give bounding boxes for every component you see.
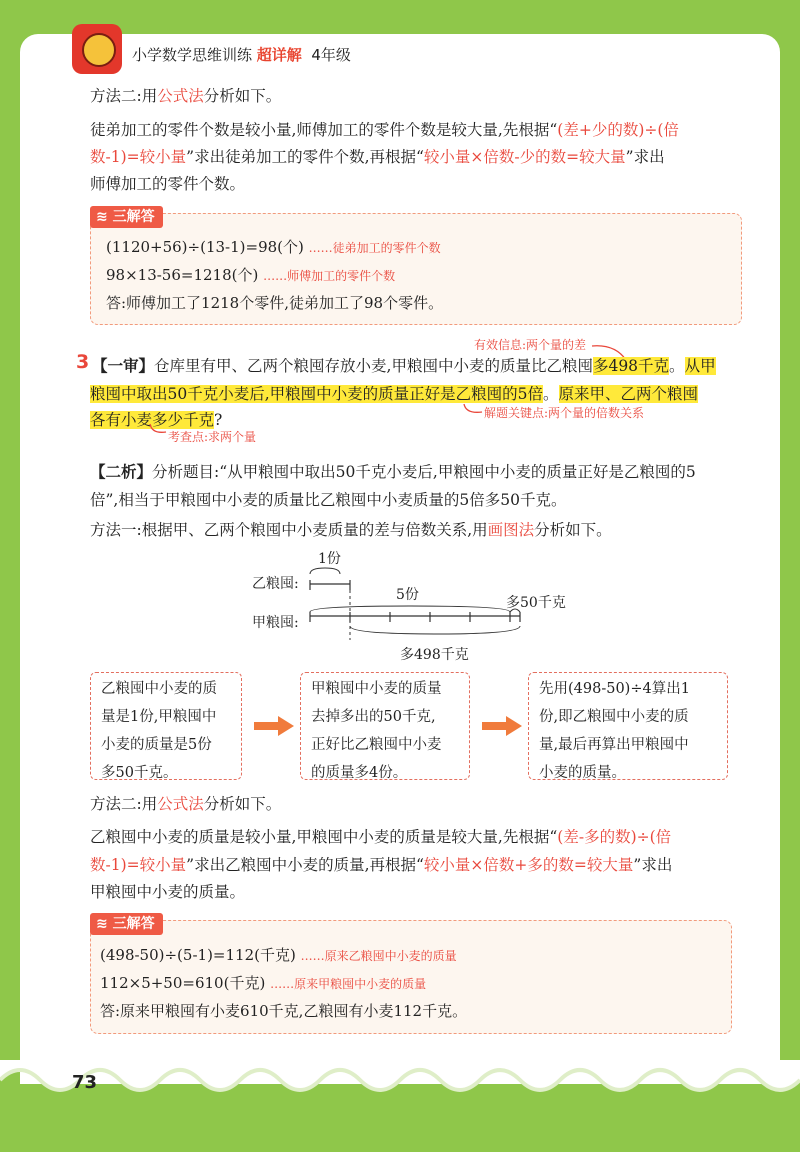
highlight-text: 原来甲、乙两个粮囤 [558, 385, 699, 403]
flow-step-2 [300, 672, 470, 780]
text: 。 [669, 357, 685, 375]
more-50-label: 多50千克 [506, 595, 566, 611]
five-parts-label: 5份 [396, 587, 419, 603]
paragraph-line [90, 116, 679, 144]
equation: (1120+56)÷(13-1)=98(个) [106, 238, 304, 256]
text: 方法二:用 [90, 795, 158, 813]
paragraph-line [90, 823, 671, 851]
answer-line [106, 264, 395, 285]
series-name: 小学数学思维训练 [132, 46, 253, 64]
one-part-label: 1份 [318, 551, 341, 567]
answer-conclusion: 答:师傅加工了1218个零件,徒弟加工了98个零件。 [106, 294, 444, 312]
problem-line [92, 352, 716, 380]
equation-note: ……原来乙粮囤中小麦的质量 [300, 949, 457, 963]
flow-step-1 [90, 672, 242, 780]
annotation-key-info: 有效信息:两个量的差 [474, 338, 587, 352]
annotation-focus: 考查点:求两个量 [168, 430, 257, 444]
equation-note: ……原来甲粮囤中小麦的质量 [270, 977, 427, 991]
formula: 较小量×倍数+多的数=较大量 [423, 856, 634, 874]
text: 的质量多4份。 [311, 765, 408, 781]
highlight-text: 多498千克 [592, 357, 670, 375]
answer-line [100, 972, 426, 993]
text: 分析如下。 [203, 87, 282, 105]
text: 份,即乙粮囤中小麦的质 [539, 709, 689, 725]
text: ”求出 [625, 148, 665, 166]
text: 仓库里有甲、乙两个粮囤存放小麦,甲粮囤中小麦的质量比乙粮囤 [154, 357, 593, 375]
header-title [132, 44, 351, 65]
text: 量是1份,甲粮囤中 [101, 709, 217, 725]
highlight-text: 粮囤中取出50千克小麦后,甲粮囤中小麦的质量正好是乙粮囤的5倍 [90, 385, 544, 403]
text: 乙粮囤中小麦的质 [101, 681, 217, 697]
paragraph-line [90, 851, 672, 879]
method-keyword: 公式法 [157, 87, 204, 105]
equation-note: ……师傅加工的零件个数 [263, 269, 396, 283]
formula: (差+少的数)÷(倍 [557, 121, 679, 139]
method-keyword: 画图法 [487, 521, 535, 539]
formula: 数-1)=较小量 [90, 856, 187, 874]
yi-label: 乙粮囤: [252, 576, 299, 592]
text: 分析题目:“从甲粮囤中取出50千克小麦后,甲粮囤中小麦的质量正好是乙粮囤的5 [152, 463, 696, 481]
text: 小麦的质量。 [539, 765, 626, 781]
text: 方法一:根据甲、乙两个粮囤中小麦质量的差与倍数关系,用 [90, 521, 488, 539]
jia-label: 甲粮囤: [252, 615, 299, 631]
right-arrow-icon [254, 716, 294, 736]
annotation-pointer [148, 422, 170, 438]
text: 先用(498-50)÷4算出1 [539, 681, 690, 697]
page-number: 73 [72, 1072, 98, 1093]
highlight-text: 各有小麦多少千克 [90, 411, 215, 429]
text: 乙粮囤中小麦的质量是较小量,甲粮囤中小麦的质量是较大量,先根据“ [90, 828, 558, 846]
text: ”求出徒弟加工的零件个数,再根据“ [186, 148, 424, 166]
paragraph-line: 师傅加工的零件个数。 [90, 175, 246, 193]
equation: (498-50)÷(5-1)=112(千克) [100, 946, 296, 964]
text: 去掉多出的50千克, [311, 709, 436, 725]
method-keyword: 公式法 [157, 795, 204, 813]
review-tag: 【一审】 [92, 356, 155, 375]
text: 量,最后再算出甲粮囤中 [539, 737, 689, 753]
formula: 数-1)=较小量 [90, 148, 187, 166]
analysis-tag: 【二析】 [90, 462, 153, 481]
grade-label: 4年级 [311, 46, 351, 64]
annotation-pointer [462, 402, 486, 418]
answer-tag-label: 三解答 [112, 916, 155, 932]
text: 分析如下。 [203, 795, 282, 813]
formula: (差-多的数)÷(倍 [557, 828, 672, 846]
logo-emblem-icon [82, 33, 116, 67]
text: 。 [543, 385, 559, 403]
method1-heading [90, 516, 612, 544]
text: ”求出 [633, 856, 673, 874]
paragraph-line: 甲粮囤中小麦的质量。 [90, 883, 246, 901]
answer-conclusion: 答:原来甲粮囤有小麦610千克,乙粮囤有小麦112千克。 [100, 1002, 468, 1020]
answer-tag-label: 三解答 [112, 209, 155, 225]
formula: 较小量×倍数-少的数=较大量 [423, 148, 626, 166]
answer-tag: ≋ 三解答 [90, 913, 163, 935]
equation: 98×13-56=1218(个) [106, 266, 259, 284]
method2-heading-top [90, 82, 281, 110]
analysis-line [90, 458, 696, 486]
text: 徒弟加工的零件个数是较小量,师傅加工的零件个数是较大量,先根据“ [90, 121, 558, 139]
text: 甲粮囤中小麦的质量 [311, 681, 442, 697]
analysis-line: 倍”,相当于甲粮囤中小麦的质量比乙粮囤中小麦质量的5倍多50千克。 [90, 491, 567, 509]
text: ”求出乙粮囤中小麦的质量,再根据“ [186, 856, 424, 874]
text: 正好比乙粮囤中小麦 [311, 737, 442, 753]
text: 小麦的质量是5份 [101, 737, 212, 753]
problem-number: 3 [76, 351, 90, 373]
answer-line [106, 236, 441, 257]
right-arrow-icon [482, 716, 522, 736]
method2-heading [90, 790, 281, 818]
bottom-wave-decoration [0, 1060, 800, 1152]
text: 分析如下。 [534, 521, 612, 539]
highlight-text: 从甲 [684, 357, 716, 375]
answer-tag: ≋ 三解答 [90, 206, 163, 228]
text: 多50千克。 [101, 765, 178, 781]
more-498-label: 多498千克 [400, 647, 469, 663]
equation-note: ……徒弟加工的零件个数 [308, 241, 441, 255]
annotation-key-point: 解题关键点:两个量的倍数关系 [484, 406, 645, 420]
text: 方法二:用 [90, 87, 158, 105]
series-highlight: 超详解 [256, 46, 302, 64]
flow-step-3 [528, 672, 728, 780]
text: ? [214, 411, 223, 429]
answer-line [100, 944, 457, 965]
equation: 112×5+50=610(千克) [100, 974, 266, 992]
paragraph-line [90, 143, 665, 171]
line-segment-diagram [300, 560, 540, 650]
